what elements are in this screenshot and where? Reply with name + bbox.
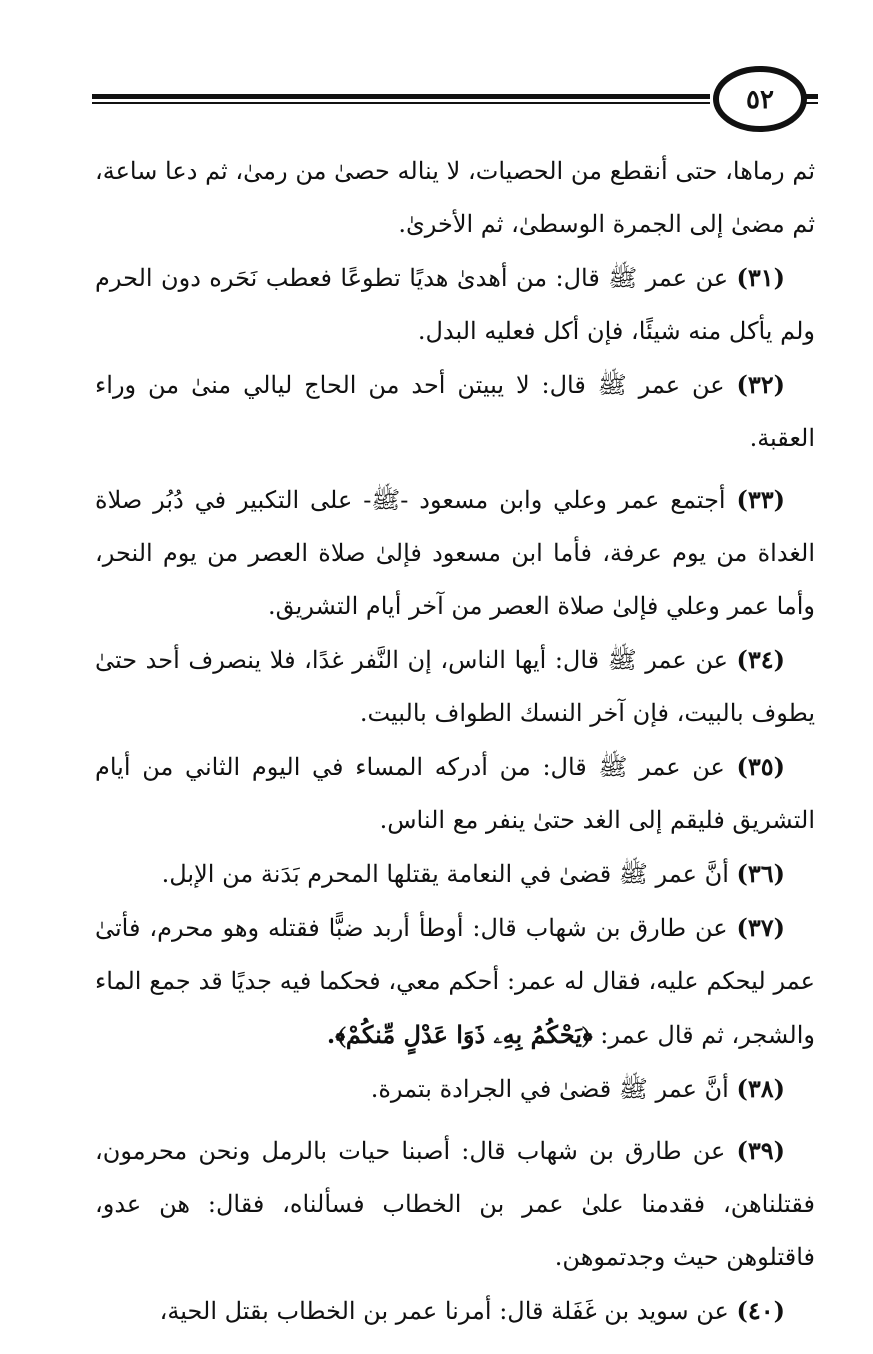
paragraph-text: عن عمر ﷺ قال: من أدركه المساء في اليوم الثاني من أيام التشريق فليقم إلى الغد حتىٰ ينفر مع الناس.	[95, 753, 815, 834]
paragraph-number: (٣٤)	[736, 645, 785, 674]
paragraph-text: عن عمر ﷺ قال: أيها الناس، إن النَّفر غدًا، فلا ينصرف أحد حتىٰ يطوف بالبيت، فإن آخر النسك الطواف بالبيت.	[95, 646, 815, 727]
paragraph-text: أنَّ عمر ﷺ قضىٰ في النعامة يقتلها المحرم بَدَنة من الإبل.	[161, 860, 729, 888]
paragraph-text: عن سويد بن غَفَلة قال: أمرنا عمر بن الخطاب بقتل الحية،	[159, 1297, 729, 1325]
paragraph-text: عن طارق بن شهاب قال: أصبنا حيات بالرمل ونحن محرمون، فقتلناهن، فقدمنا علىٰ عمر بن الخطاب فسألناه، فقال: هن عدو، فاقتلوهن حيث وجدتموهن.	[95, 1137, 815, 1271]
header-rule-thin	[92, 102, 710, 104]
paragraph-continuation	[95, 145, 815, 251]
paragraph-text: ثم رماها، حتى أنقطع من الحصيات، لا يناله حصىٰ من رمىٰ، ثم دعا ساعة، ثم مضىٰ إلى الجمرة الوسطىٰ، ثم الأخرىٰ.	[95, 157, 815, 238]
paragraph-number: (٣٣)	[736, 485, 785, 514]
paragraph-number: (٣٨)	[736, 1074, 785, 1103]
paragraph-40	[95, 1284, 815, 1338]
paragraph-text: عن طارق بن شهاب قال: أوطأ أربد ضبًّا فقتله وهو محرم، فأتىٰ عمر ليحكم عليه، فقال له عمر: أحكم معي، فحكما فيه جديًا قد جمع الماء والشجر، ثم قال عمر:	[95, 914, 815, 1049]
paragraph-number: (٤٠)	[736, 1296, 785, 1325]
paragraph-number: (٣٢)	[736, 370, 785, 399]
paragraph-37	[95, 901, 815, 1062]
page-number: ٥٢	[746, 85, 774, 115]
paragraph-number: (٣١)	[736, 263, 785, 292]
quran-verse: ﴿يَحْكُمُ بِهِۦ ذَوَا عَدْلٍ مِّنكُمْ﴾.	[326, 1020, 593, 1049]
paragraph-number: (٣٧)	[736, 913, 785, 942]
paragraph-text: عن عمر ﷺ قال: لا يبيتن أحد من الحاج ليالي منىٰ من وراء العقبة.	[95, 371, 815, 452]
paragraph-text: أجتمع عمر وعلي وابن مسعود -ﷺ- على التكبير في دُبُر صلاة الغداة من يوم عرفة، فأما ابن مسعود فإلىٰ صلاة العصر من يوم النحر، وأما عمر وعلي فإلىٰ صلاة العصر من آخر أيام التشريق.	[95, 486, 815, 620]
page-body	[95, 145, 815, 1338]
paragraph-number: (٣٥)	[736, 752, 785, 781]
paragraph-number: (٣٦)	[736, 859, 785, 888]
paragraph-31	[95, 251, 815, 358]
paragraph-text: أنَّ عمر ﷺ قضىٰ في الجرادة بتمرة.	[370, 1075, 729, 1103]
paragraph-text: عن عمر ﷺ قال: من أهدىٰ هديًا تطوعًا فعطب نَحَره دون الحرم ولم يأكل منه شيئًا، فإن أكل فعليه البدل.	[95, 264, 815, 345]
paragraph-33	[95, 473, 815, 633]
paragraph-32	[95, 358, 815, 465]
paragraph-35	[95, 740, 815, 847]
paragraph-34	[95, 633, 815, 740]
paragraph-39	[95, 1124, 815, 1284]
paragraph-36	[95, 847, 815, 901]
header-rule-thick	[92, 94, 710, 99]
paragraph-38	[95, 1062, 815, 1116]
paragraph-number: (٣٩)	[736, 1136, 785, 1165]
